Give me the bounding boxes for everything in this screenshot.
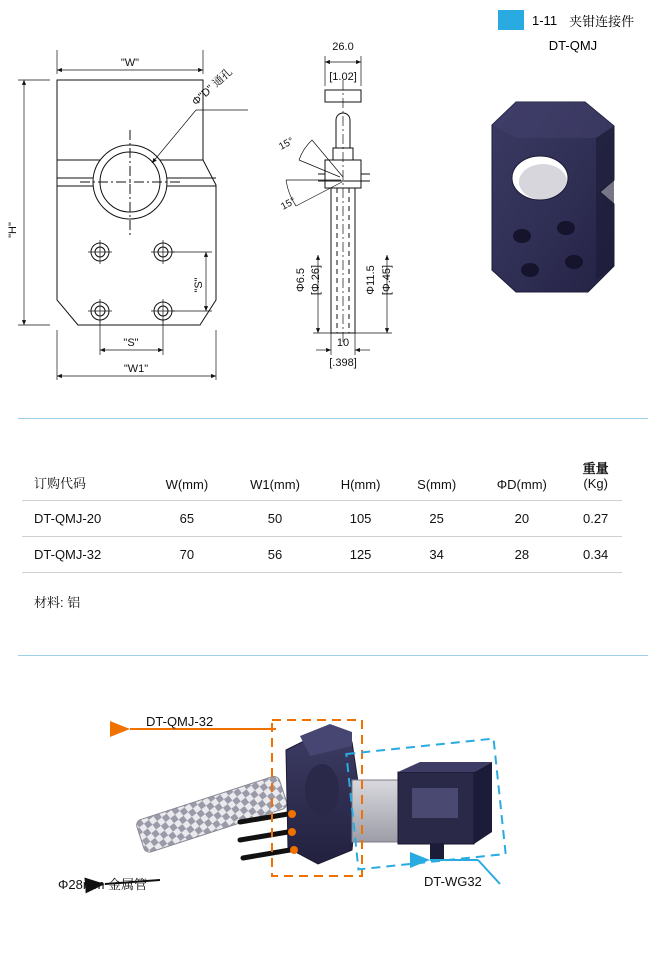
technical-drawing xyxy=(0,30,666,390)
header-title-row xyxy=(498,10,648,30)
table-row xyxy=(22,500,622,536)
application-photo xyxy=(0,672,666,962)
col-order-code: 订购代码 xyxy=(34,475,87,491)
cell-w: 65 xyxy=(179,510,195,526)
svg-text:Φ6.5: Φ6.5 xyxy=(295,267,307,293)
col-weight xyxy=(569,452,622,500)
material-note: 材料: 铝 xyxy=(34,595,81,610)
cell-h: 125 xyxy=(349,546,372,562)
cell-h: 105 xyxy=(349,510,372,526)
svg-text:10: 10 xyxy=(336,337,350,349)
label-metal-tube: Φ28mm 金属管 xyxy=(58,877,148,892)
table-header-row xyxy=(22,452,622,500)
cell-order-code: DT-QMJ-32 xyxy=(34,546,102,562)
section-code: 1-11 xyxy=(532,12,558,28)
svg-text:Φ11.5: Φ11.5 xyxy=(365,265,377,295)
cell-weight: 0.27 xyxy=(582,510,609,526)
label-dt-qmj-32: DT-QMJ-32 xyxy=(146,714,214,729)
cell-d: 20 xyxy=(514,510,530,526)
cell-order-code: DT-QMJ-20 xyxy=(34,510,102,526)
svg-text:26.0: 26.0 xyxy=(332,41,354,53)
svg-text:15°: 15° xyxy=(277,135,296,153)
table-row xyxy=(22,536,622,572)
col-w: W(mm) xyxy=(165,476,209,492)
label-dt-wg32: DT-WG32 xyxy=(424,874,482,889)
svg-text:"H": "H" xyxy=(7,222,19,238)
cell-w1: 56 xyxy=(267,546,283,562)
col-d: ΦD(mm) xyxy=(496,476,547,492)
svg-text:[1.02]: [1.02] xyxy=(329,71,357,83)
svg-text:[.398]: [.398] xyxy=(329,357,357,369)
specification-table xyxy=(22,452,622,573)
col-s: S(mm) xyxy=(417,476,457,492)
cell-d: 28 xyxy=(514,546,530,562)
cell-s: 34 xyxy=(429,546,444,562)
svg-text:"S": "S" xyxy=(123,337,139,349)
svg-text:"W": "W" xyxy=(120,57,140,69)
model-name: DT-QMJ xyxy=(548,38,598,53)
cell-w1: 50 xyxy=(267,510,283,526)
cell-s: 25 xyxy=(429,510,444,526)
svg-text:Φ"D" 通孔: Φ"D" 通孔 xyxy=(189,66,235,109)
col-h: H(mm) xyxy=(340,476,381,492)
svg-text:[Φ.45]: [Φ.45] xyxy=(381,264,393,296)
col-weight-unit: (Kg) xyxy=(583,475,608,491)
col-weight-main: 重量 xyxy=(582,461,609,476)
svg-text:"W1": "W1" xyxy=(123,363,149,375)
section-title: 夹钳连接件 xyxy=(569,13,635,29)
svg-text:15°: 15° xyxy=(279,195,298,213)
svg-text:"S": "S" xyxy=(193,277,205,293)
cell-w: 70 xyxy=(179,546,195,562)
cell-weight: 0.34 xyxy=(582,546,609,562)
divider-top xyxy=(18,418,648,419)
col-w1: W1(mm) xyxy=(250,476,300,492)
divider-bottom xyxy=(18,655,648,656)
color-swatch xyxy=(498,10,524,30)
svg-text:[Φ.26]: [Φ.26] xyxy=(310,264,322,296)
